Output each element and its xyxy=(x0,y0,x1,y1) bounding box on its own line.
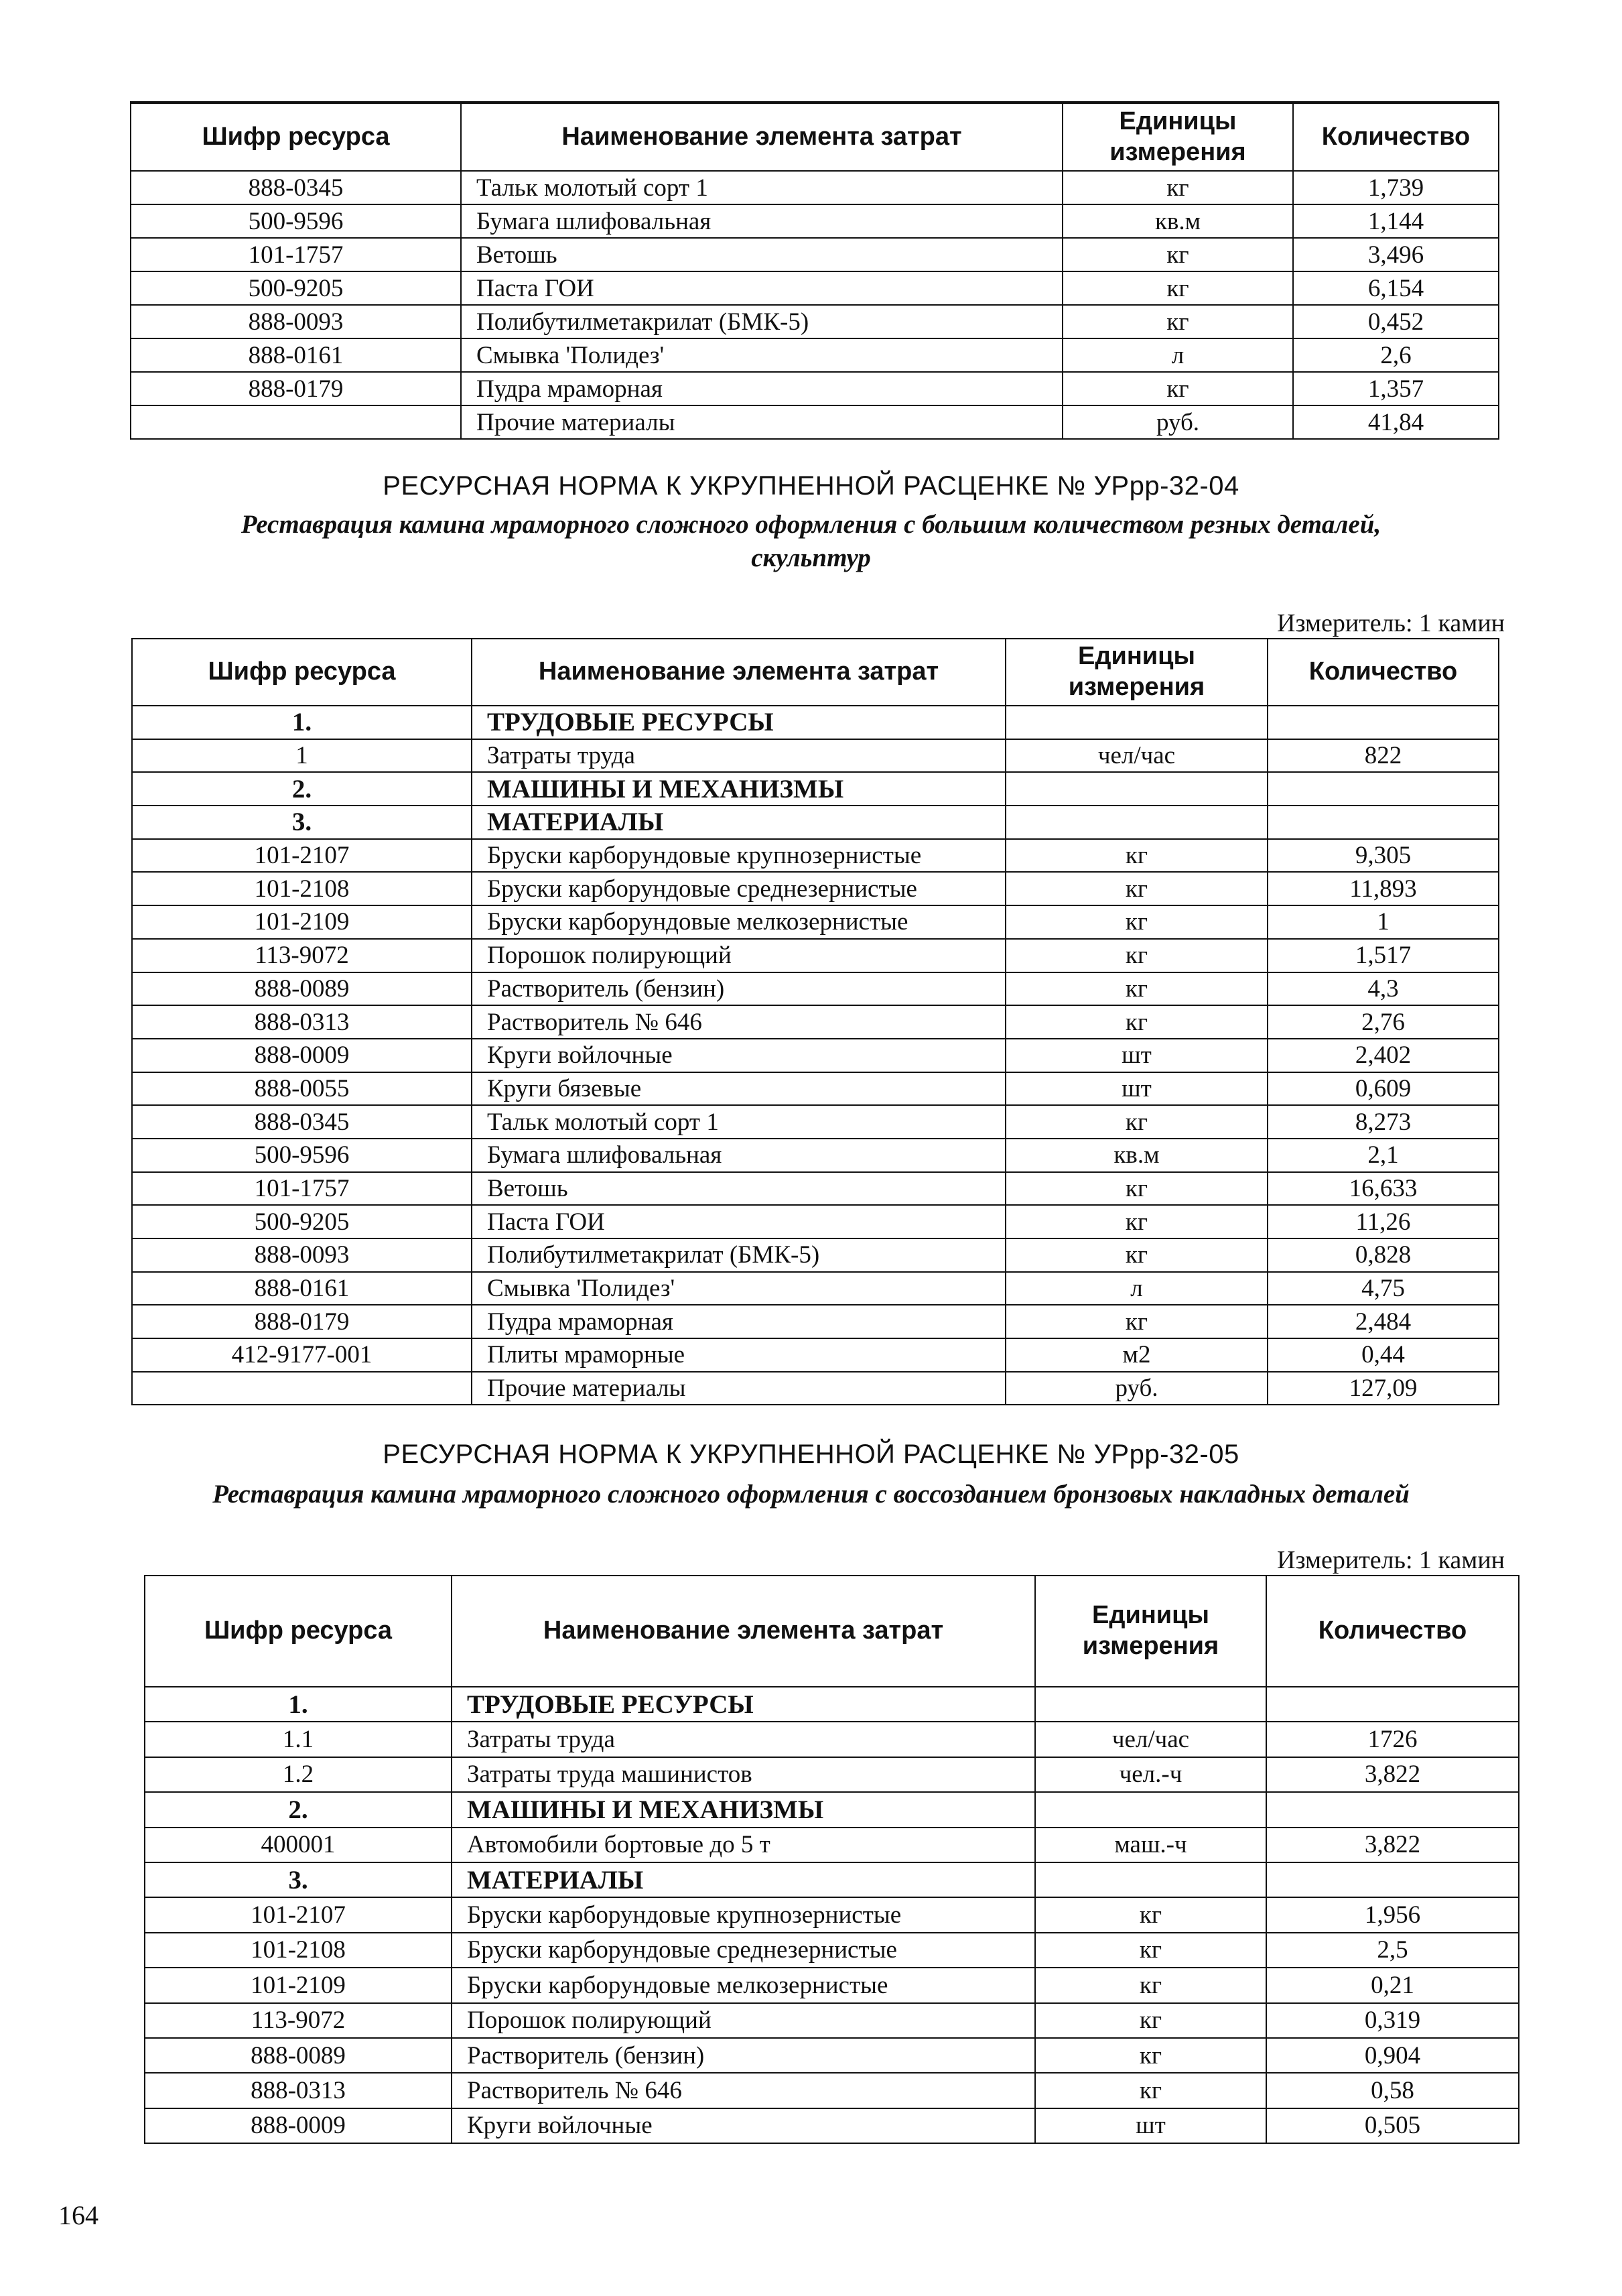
cell-qty: 0,452 xyxy=(1293,305,1499,338)
cell-code: 888-0089 xyxy=(145,2038,452,2073)
cell-code: 3. xyxy=(132,806,472,839)
table-row xyxy=(132,1305,1499,1338)
work-title-line2: скульптур xyxy=(751,543,871,572)
cell-unit: чел/час xyxy=(1035,1722,1266,1757)
cell-qty: 2,402 xyxy=(1268,1039,1499,1072)
cell-qty: 4,75 xyxy=(1268,1272,1499,1305)
cell-code: 1.2 xyxy=(145,1757,452,1792)
table-row xyxy=(145,2108,1519,2143)
col-header-qty: Количество xyxy=(1293,103,1499,171)
cell-qty: 1,739 xyxy=(1293,171,1499,204)
cell-qty: 0,44 xyxy=(1268,1338,1499,1372)
norm-title: РЕСУРСНАЯ НОРМА К УКРУПНЕННОЙ РАСЦЕНКЕ № УРрр-32-05 xyxy=(383,1440,1239,1469)
table-row xyxy=(132,1372,1499,1405)
cell-unit: м2 xyxy=(1006,1338,1268,1372)
cell-code: 888-0179 xyxy=(131,372,461,405)
cell-unit: кг xyxy=(1006,1205,1268,1238)
cell-code: 888-0313 xyxy=(145,2073,452,2108)
cell-name: Круги войлочные xyxy=(472,1039,1006,1072)
work-title-line1: Реставрация камина мраморного сложного оформления с воссозданием бронзовых накладных деталей xyxy=(212,1480,1410,1509)
cell-name: Бумага шлифовальная xyxy=(472,1139,1006,1172)
norm-heading-32-04 xyxy=(0,471,1622,501)
cell-qty: 0,904 xyxy=(1266,2038,1519,2073)
col-header-name: Наименование элемента затрат xyxy=(472,639,1006,706)
cell-unit: кг xyxy=(1006,905,1268,939)
work-title-line1: Реставрация камина мраморного сложного оформления с большим количеством резных деталей, xyxy=(241,510,1381,539)
cell-code: 1. xyxy=(145,1687,452,1722)
cell-name: Бруски карборундовые крупнозернистые xyxy=(472,839,1006,873)
cell-name: МАТЕРИАЛЫ xyxy=(472,806,1006,839)
table-row xyxy=(145,1968,1519,2002)
cell-unit: кг xyxy=(1006,972,1268,1006)
table-row xyxy=(132,1005,1499,1039)
cell-qty: 1,357 xyxy=(1293,372,1499,405)
cell-code: 101-2107 xyxy=(145,1897,452,1932)
norm-heading-32-05 xyxy=(0,1440,1622,1470)
resource-table-1 xyxy=(130,101,1499,440)
cell-name: Затраты труда xyxy=(472,739,1006,773)
cell-qty: 2,5 xyxy=(1266,1933,1519,1968)
cell-code: 1.1 xyxy=(145,1722,452,1757)
cell-name: Бруски карборундовые среднезернистые xyxy=(472,872,1006,905)
table-row xyxy=(132,1139,1499,1172)
cell-qty: 0,505 xyxy=(1266,2108,1519,2143)
cell-name: Растворитель (бензин) xyxy=(452,2038,1035,2073)
cell-unit: руб. xyxy=(1006,1372,1268,1405)
resource-table-3 xyxy=(144,1575,1519,2144)
table-row xyxy=(145,1897,1519,1932)
cell-unit xyxy=(1006,806,1268,839)
cell-code xyxy=(131,405,461,439)
table-row xyxy=(132,1072,1499,1106)
cell-qty: 0,21 xyxy=(1266,1968,1519,2002)
section-row xyxy=(132,706,1499,739)
cell-unit xyxy=(1035,1862,1266,1897)
cell-unit: кг xyxy=(1006,1305,1268,1338)
col-header-qty: Количество xyxy=(1268,639,1499,706)
cell-qty: 3,496 xyxy=(1293,238,1499,271)
cell-code: 888-0161 xyxy=(131,338,461,372)
cell-unit: руб. xyxy=(1063,405,1293,439)
cell-code: 101-1757 xyxy=(132,1172,472,1206)
cell-qty: 127,09 xyxy=(1268,1372,1499,1405)
cell-code: 101-2108 xyxy=(145,1933,452,1968)
work-title-32-05 xyxy=(0,1478,1622,1511)
cell-unit: кг xyxy=(1063,171,1293,204)
cell-name: Паста ГОИ xyxy=(461,271,1063,305)
cell-code: 500-9596 xyxy=(132,1139,472,1172)
work-title-32-04 xyxy=(0,508,1622,574)
cell-unit: кг xyxy=(1006,1105,1268,1139)
cell-code: 888-0161 xyxy=(132,1272,472,1305)
cell-qty: 0,58 xyxy=(1266,2073,1519,2108)
cell-qty: 0,319 xyxy=(1266,2003,1519,2038)
cell-qty: 822 xyxy=(1268,739,1499,773)
cell-code: 500-9205 xyxy=(132,1205,472,1238)
cell-qty: 2,6 xyxy=(1293,338,1499,372)
meter-label: Измеритель: 1 камин xyxy=(1277,1546,1505,1574)
section-row xyxy=(132,806,1499,839)
cell-code xyxy=(132,1372,472,1405)
table-row xyxy=(132,839,1499,873)
cell-qty: 1,956 xyxy=(1266,1897,1519,1932)
cell-name: Затраты труда xyxy=(452,1722,1035,1757)
cell-code: 888-0089 xyxy=(132,972,472,1006)
cell-qty: 6,154 xyxy=(1293,271,1499,305)
cell-code: 500-9596 xyxy=(131,204,461,238)
cell-code: 2. xyxy=(132,772,472,806)
cell-code: 113-9072 xyxy=(145,2003,452,2038)
cell-name: Смывка 'Полидез' xyxy=(472,1272,1006,1305)
cell-unit: кв.м xyxy=(1006,1139,1268,1172)
cell-unit xyxy=(1006,706,1268,739)
table-row xyxy=(132,905,1499,939)
cell-name: МАШИНЫ И МЕХАНИЗМЫ xyxy=(452,1792,1035,1827)
cell-name: Круги войлочные xyxy=(452,2108,1035,2143)
cell-code: 113-9072 xyxy=(132,939,472,972)
cell-code: 2. xyxy=(145,1792,452,1827)
cell-qty: 1 xyxy=(1268,905,1499,939)
cell-name: Ветошь xyxy=(472,1172,1006,1206)
cell-name: Порошок полирующий xyxy=(472,939,1006,972)
cell-code: 888-0055 xyxy=(132,1072,472,1106)
cell-qty xyxy=(1268,806,1499,839)
cell-name: Паста ГОИ xyxy=(472,1205,1006,1238)
cell-code: 888-0093 xyxy=(131,305,461,338)
table-row xyxy=(132,739,1499,773)
col-header-code: Шифр ресурса xyxy=(132,639,472,706)
cell-name: ТРУДОВЫЕ РЕСУРСЫ xyxy=(452,1687,1035,1722)
cell-name: Растворитель № 646 xyxy=(472,1005,1006,1039)
cell-code: 101-2109 xyxy=(145,1968,452,2002)
cell-unit: кг xyxy=(1035,1933,1266,1968)
cell-qty: 1726 xyxy=(1266,1722,1519,1757)
cell-qty: 16,633 xyxy=(1268,1172,1499,1206)
cell-name: Плиты мраморные xyxy=(472,1338,1006,1372)
cell-name: Бруски карборундовые среднезернистые xyxy=(452,1933,1035,1968)
cell-qty xyxy=(1266,1687,1519,1722)
cell-name: Автомобили бортовые до 5 т xyxy=(452,1828,1035,1862)
section-row xyxy=(145,1792,1519,1827)
table-row xyxy=(145,1757,1519,1792)
cell-unit: чел/час xyxy=(1006,739,1268,773)
cell-qty: 8,273 xyxy=(1268,1105,1499,1139)
table-row xyxy=(131,305,1499,338)
cell-unit: маш.-ч xyxy=(1035,1828,1266,1862)
cell-unit: кг xyxy=(1035,2073,1266,2108)
table-row xyxy=(132,1172,1499,1206)
col-header-name: Наименование элемента затрат xyxy=(461,103,1063,171)
cell-code: 888-0009 xyxy=(145,2108,452,2143)
cell-qty: 3,822 xyxy=(1266,1757,1519,1792)
cell-name: Бруски карборундовые мелкозернистые xyxy=(452,1968,1035,2002)
table-row xyxy=(145,1722,1519,1757)
cell-unit: шт xyxy=(1035,2108,1266,2143)
cell-name: Бруски карборундовые крупнозернистые xyxy=(452,1897,1035,1932)
cell-qty: 1,144 xyxy=(1293,204,1499,238)
cell-code: 1. xyxy=(132,706,472,739)
cell-name: Затраты труда машинистов xyxy=(452,1757,1035,1792)
cell-unit xyxy=(1006,772,1268,806)
section-row xyxy=(132,772,1499,806)
table-row xyxy=(145,1828,1519,1862)
table-row xyxy=(132,1105,1499,1139)
table-row xyxy=(131,204,1499,238)
cell-code: 888-0179 xyxy=(132,1305,472,1338)
table-row xyxy=(145,2038,1519,2073)
cell-qty: 0,828 xyxy=(1268,1238,1499,1272)
cell-unit: л xyxy=(1006,1272,1268,1305)
norm-title: РЕСУРСНАЯ НОРМА К УКРУПНЕННОЙ РАСЦЕНКЕ № УРрр-32-04 xyxy=(383,471,1239,501)
table-row xyxy=(131,271,1499,305)
cell-code: 412-9177-001 xyxy=(132,1338,472,1372)
cell-name: Круги бязевые xyxy=(472,1072,1006,1106)
table-row xyxy=(132,1205,1499,1238)
col-header-code: Шифр ресурса xyxy=(131,103,461,171)
cell-name: ТРУДОВЫЕ РЕСУРСЫ xyxy=(472,706,1006,739)
cell-unit: кг xyxy=(1006,839,1268,873)
col-header-unit: Единицы измерения xyxy=(1035,1576,1266,1687)
cell-code: 500-9205 xyxy=(131,271,461,305)
cell-unit: кг xyxy=(1006,872,1268,905)
cell-qty: 9,305 xyxy=(1268,839,1499,873)
cell-code: 3. xyxy=(145,1862,452,1897)
cell-qty: 11,893 xyxy=(1268,872,1499,905)
col-header-unit: Единицы измерения xyxy=(1063,103,1293,171)
cell-code: 888-0345 xyxy=(132,1105,472,1139)
cell-name: Растворитель (бензин) xyxy=(472,972,1006,1006)
cell-qty: 2,484 xyxy=(1268,1305,1499,1338)
table-row xyxy=(132,939,1499,972)
cell-name: Полибутилметакрилат (БМК-5) xyxy=(472,1238,1006,1272)
cell-name: Смывка 'Полидез' xyxy=(461,338,1063,372)
cell-name: Бумага шлифовальная xyxy=(461,204,1063,238)
cell-unit: кг xyxy=(1063,271,1293,305)
table-row xyxy=(131,238,1499,271)
cell-unit: кг xyxy=(1006,1172,1268,1206)
cell-name: МАТЕРИАЛЫ xyxy=(452,1862,1035,1897)
cell-unit: кг xyxy=(1006,939,1268,972)
cell-qty: 2,1 xyxy=(1268,1139,1499,1172)
table-row xyxy=(132,1272,1499,1305)
cell-code: 888-0009 xyxy=(132,1039,472,1072)
cell-qty xyxy=(1268,706,1499,739)
table-row xyxy=(131,338,1499,372)
cell-unit: кг xyxy=(1063,238,1293,271)
cell-qty xyxy=(1266,1862,1519,1897)
cell-name: Полибутилметакрилат (БМК-5) xyxy=(461,305,1063,338)
cell-qty: 41,84 xyxy=(1293,405,1499,439)
cell-code: 888-0313 xyxy=(132,1005,472,1039)
cell-unit xyxy=(1035,1792,1266,1827)
cell-unit: кг xyxy=(1035,1968,1266,2002)
cell-qty: 11,26 xyxy=(1268,1205,1499,1238)
cell-unit: л xyxy=(1063,338,1293,372)
cell-name: Растворитель № 646 xyxy=(452,2073,1035,2108)
cell-name: Тальк молотый сорт 1 xyxy=(472,1105,1006,1139)
col-header-name: Наименование элемента затрат xyxy=(452,1576,1035,1687)
cell-unit: кг xyxy=(1006,1238,1268,1272)
col-header-code: Шифр ресурса xyxy=(145,1576,452,1687)
cell-name: Ветошь xyxy=(461,238,1063,271)
cell-unit: шт xyxy=(1006,1072,1268,1106)
cell-qty: 3,822 xyxy=(1266,1828,1519,1862)
cell-qty: 1,517 xyxy=(1268,939,1499,972)
cell-unit: кв.м xyxy=(1063,204,1293,238)
cell-code: 101-2107 xyxy=(132,839,472,873)
cell-code: 101-2109 xyxy=(132,905,472,939)
table-row xyxy=(145,1933,1519,1968)
cell-unit: кг xyxy=(1035,2038,1266,2073)
resource-table-2 xyxy=(131,638,1499,1405)
section-row xyxy=(145,1862,1519,1897)
cell-unit: кг xyxy=(1063,305,1293,338)
cell-unit xyxy=(1035,1687,1266,1722)
cell-name: Пудра мраморная xyxy=(461,372,1063,405)
table-row xyxy=(131,372,1499,405)
cell-unit: кг xyxy=(1035,1897,1266,1932)
cell-code: 888-0093 xyxy=(132,1238,472,1272)
table-row xyxy=(132,1338,1499,1372)
cell-name: Бруски карборундовые мелкозернистые xyxy=(472,905,1006,939)
cell-name: Прочие материалы xyxy=(461,405,1063,439)
page-number: 164 xyxy=(58,2200,98,2230)
col-header-qty: Количество xyxy=(1266,1576,1519,1687)
table-row xyxy=(145,2003,1519,2038)
cell-qty: 4,3 xyxy=(1268,972,1499,1006)
cell-unit: чел.-ч xyxy=(1035,1757,1266,1792)
cell-name: Тальк молотый сорт 1 xyxy=(461,171,1063,204)
table-row xyxy=(145,2073,1519,2108)
cell-code: 400001 xyxy=(145,1828,452,1862)
cell-qty xyxy=(1268,772,1499,806)
cell-qty xyxy=(1266,1792,1519,1827)
cell-unit: кг xyxy=(1063,372,1293,405)
cell-code: 101-2108 xyxy=(132,872,472,905)
table-row xyxy=(132,972,1499,1006)
cell-code: 1 xyxy=(132,739,472,773)
table-row xyxy=(131,405,1499,439)
meter-label: Измеритель: 1 камин xyxy=(1277,609,1505,637)
table-row xyxy=(132,872,1499,905)
cell-name: МАШИНЫ И МЕХАНИЗМЫ xyxy=(472,772,1006,806)
table-row xyxy=(132,1039,1499,1072)
col-header-unit: Единицы измерения xyxy=(1006,639,1268,706)
cell-unit: кг xyxy=(1035,2003,1266,2038)
cell-name: Пудра мраморная xyxy=(472,1305,1006,1338)
table-row xyxy=(132,1238,1499,1272)
cell-code: 888-0345 xyxy=(131,171,461,204)
cell-unit: кг xyxy=(1006,1005,1268,1039)
cell-unit: шт xyxy=(1006,1039,1268,1072)
section-row xyxy=(145,1687,1519,1722)
cell-name: Прочие материалы xyxy=(472,1372,1006,1405)
cell-qty: 0,609 xyxy=(1268,1072,1499,1106)
cell-qty: 2,76 xyxy=(1268,1005,1499,1039)
cell-code: 101-1757 xyxy=(131,238,461,271)
cell-name: Порошок полирующий xyxy=(452,2003,1035,2038)
table-row xyxy=(131,171,1499,204)
